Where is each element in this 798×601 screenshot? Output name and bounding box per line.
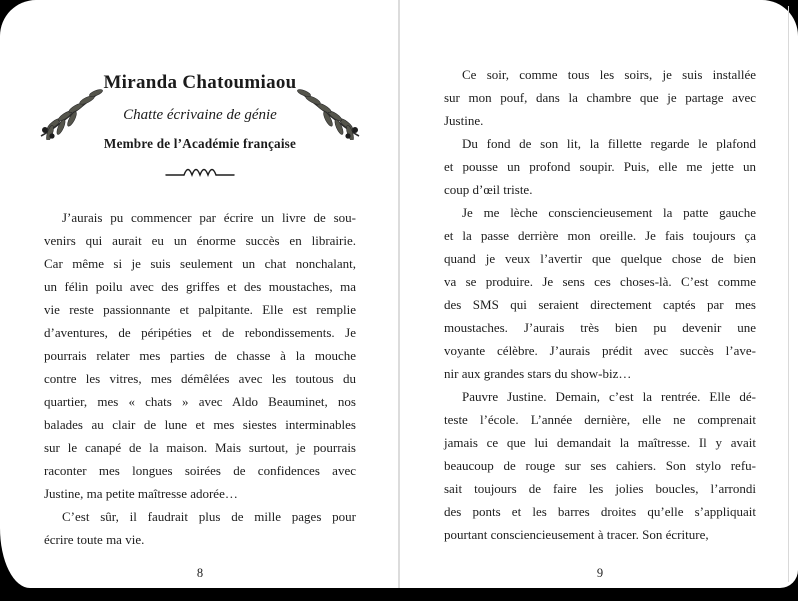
left-page-text xyxy=(44,206,356,551)
text-line: pourtant consciencieusement à tracer. Son écriture, xyxy=(444,527,709,542)
text-line: d’aventures, de péripéties et de rebondissements. Je xyxy=(44,325,356,340)
page-subtitle: Chatte écrivaine de génie xyxy=(123,107,277,123)
right-page-text xyxy=(444,63,756,546)
page-title: Miranda Chatoumiaou xyxy=(103,72,297,93)
text-line: et pousse un profond soupir. Puis, elle me jette un xyxy=(444,159,756,174)
text-line: teste l’école. L’année dernière, elle ne comprenait xyxy=(444,412,756,427)
text-line: et la passe derrière mon oreille. Je fais toujours ça xyxy=(444,228,756,243)
text-line: moustaches. J’aurais très bien pu devenir une xyxy=(444,320,756,335)
text-line: sait toujours de faire les jolies boucles, l’arrondi xyxy=(444,481,756,496)
text-line: sur le canapé de la maison. Mais surtout, je pourrais xyxy=(44,440,356,455)
text-line: Car même si je suis seulement un chat nonchalant, xyxy=(44,256,356,271)
right-page xyxy=(399,0,798,588)
text-line: Ce soir, comme tous les soirs, je suis installée xyxy=(462,67,756,82)
text-line: contre les vitres, mes démêlées avec les toutous du xyxy=(44,371,356,386)
text-line: écrire toute ma vie. xyxy=(44,532,145,547)
paragraph xyxy=(444,201,756,385)
text-line: jamais ce que lui demandait la maîtresse. Il y avait xyxy=(444,435,756,450)
text-line: Justine. xyxy=(444,113,484,128)
text-line: Je me lèche consciencieusement la patte gauche xyxy=(462,205,756,220)
text-line: va se produire. Je sens ces choses-là. C’est comme xyxy=(444,274,756,289)
text-line: Du fond de son lit, la fillette regarde le plafond xyxy=(462,136,756,151)
text-line: balades au clair de lune et mes siestes interminables xyxy=(44,417,356,432)
paragraph xyxy=(44,505,356,551)
text-line: quand je veux l’avertir que quelque chose de bien xyxy=(444,251,756,266)
text-line: des SMS qui seraient directement captés par mes xyxy=(444,297,756,312)
text-line: J’aurais pu commencer par écrire un livre de sou- xyxy=(62,210,356,225)
text-line: des ponts et les barres droites qu’elle s’appliquait xyxy=(444,504,756,519)
paragraph xyxy=(44,206,356,505)
text-line: quartier, mes « chats » avec Aldo Beauminet, nos xyxy=(44,394,356,409)
paragraph xyxy=(444,385,756,546)
text-line: C’est sûr, il faudrait plus de mille pages pour xyxy=(62,509,356,524)
page-affiliation: Membre de l’Académie française xyxy=(103,136,297,151)
text-line: beaucoup de rouge sur ses cahiers. Son stylo refu- xyxy=(444,458,756,473)
left-page xyxy=(0,0,399,588)
text-line: vie reste passionnante et palpitante. Elle est remplie xyxy=(44,302,356,317)
text-line: Justine, ma petite maîtresse adorée… xyxy=(44,486,238,501)
text-line: nir aux grandes stars du show-biz… xyxy=(444,366,632,381)
text-line: sur mon pouf, dans la chambre que je partage avec xyxy=(444,90,756,105)
text-line: un félin poilu avec des griffes et des moustaches, ma xyxy=(44,279,356,294)
text-line: venirs qui aurait eu un énorme succès en librairie. xyxy=(44,233,356,248)
text-line: pourrais relater mes parties de chasse à la mouche xyxy=(44,348,356,363)
paragraph xyxy=(444,132,756,201)
left-page-number: 8 xyxy=(196,566,204,580)
text-line: raconter mes longues soirées de confidences avec xyxy=(44,463,356,478)
text-line: voyante célèbre. J’aurais prédit avec succès l’ave- xyxy=(444,343,756,358)
olive-branch-left-icon xyxy=(38,86,104,140)
paragraph xyxy=(444,63,756,132)
text-line: Pauvre Justine. Demain, c’est la rentrée. Elle dé- xyxy=(462,389,756,404)
right-page-number: 9 xyxy=(596,566,604,580)
text-line: coup d’œil triste. xyxy=(444,182,533,197)
chapter-header xyxy=(40,72,360,182)
olive-branch-right-icon xyxy=(296,86,362,140)
squiggle-divider-icon xyxy=(40,166,360,182)
